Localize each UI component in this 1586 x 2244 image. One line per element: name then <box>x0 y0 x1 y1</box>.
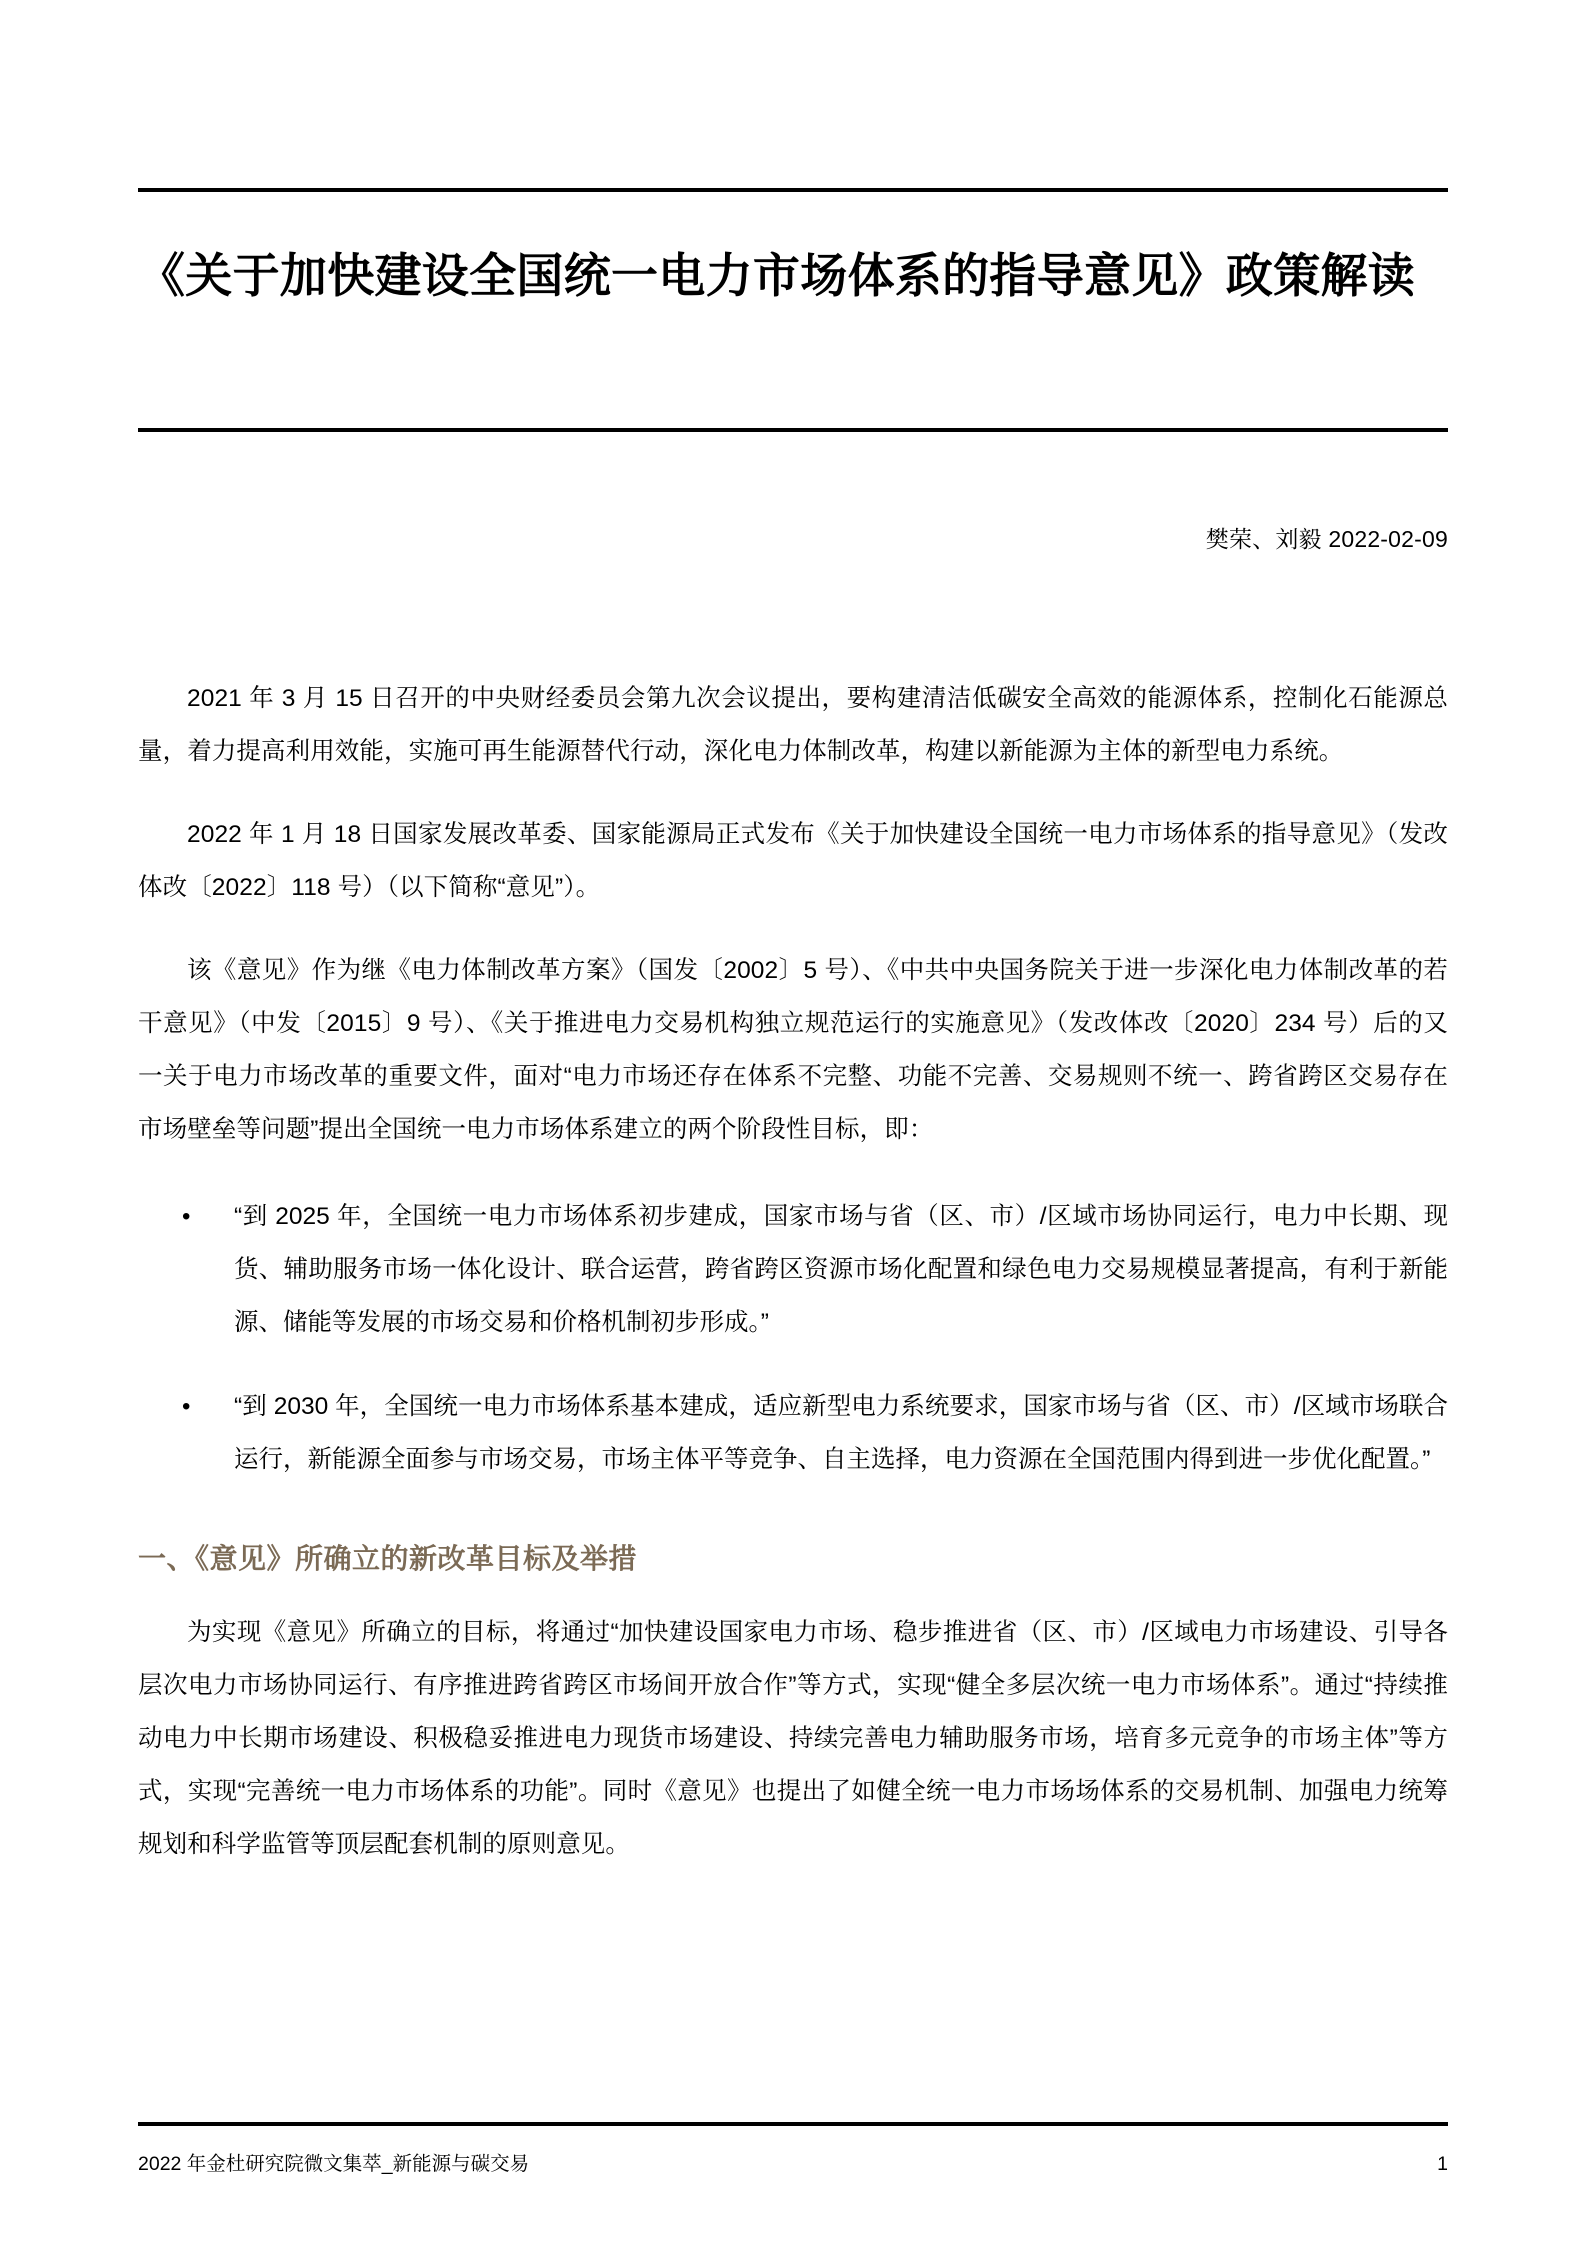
paragraph-intro-1: 2021 年 3 月 15 日召开的中央财经委员会第九次会议提出，要构建清洁低碳安全高效的能源体系，控制化石能源总量，着力提高利用效能，实施可再生能源替代行动，深化电力体制改革，构建以新能源为主体的新型电力系统。 <box>138 685 1448 765</box>
paragraph-intro-2: 2022 年 1 月 18 日国家发展改革委、国家能源局正式发布《关于加快建设全国统一电力市场体系的指导意见》（发改体改〔2022〕118 号）（以下简称“意见”）。 <box>138 821 1448 901</box>
goal-bullet-list <box>138 1190 1448 1486</box>
bullet-dot-icon: • <box>182 1393 191 1420</box>
paragraph-intro-3: 该《意见》作为继《电力体制改革方案》（国发〔2002〕5 号）、《中共中央国务院关于进一步深化电力体制改革的若干意见》（中发〔2015〕9 号）、《关于推进电力交易机构独立规范运行的实施意见》（发改体改〔2020〕234 号）后的又一关于电力市场改革的重要文件，面对“电力市场还存在体系不完整、功能不完善、交易规则不统一、跨省跨区交易存在市场壁垒等问题”提出全国统一电力市场体系建立的两个阶段性目标，即： <box>138 957 1448 1143</box>
list-item <box>138 1190 1448 1349</box>
list-item-text: “到 2030 年，全国统一电力市场体系基本建成，适应新型电力系统要求，国家市场与省（区、市）/区域市场联合运行，新能源全面参与市场交易，市场主体平等竞争、自主选择，电力资源在全国范围内得到进一步优化配置。” <box>234 1393 1448 1473</box>
section-heading-1: 一、《意见》所确立的新改革目标及举措 <box>138 1543 638 1574</box>
list-item-text: “到 2025 年，全国统一电力市场体系初步建成，国家市场与省（区、市）/区域市场协同运行，电力中长期、现货、辅助服务市场一体化设计、联合运营，跨省跨区资源市场化配置和绿色电力交易规模显著提高，有利于新能源、储能等发展的市场交易和价格机制初步形成。” <box>234 1203 1448 1336</box>
title-divider <box>138 428 1448 432</box>
document-body <box>138 672 1448 1901</box>
header-divider <box>138 188 1448 192</box>
page-footer <box>138 2148 1448 2176</box>
footer-source-text: 2022 年金杜研究院微文集萃_新能源与碳交易 <box>138 2153 530 2175</box>
list-item <box>138 1380 1448 1486</box>
byline: 樊荣、刘毅 2022-02-09 <box>1205 526 1448 552</box>
bullet-dot-icon: • <box>182 1203 191 1230</box>
content-frame <box>138 0 1448 2244</box>
footer-divider <box>138 2122 1448 2126</box>
page-number: 1 <box>1437 2153 1448 2175</box>
paragraph-section-1: 为实现《意见》所确立的目标，将通过“加快建设国家电力市场、稳步推进省（区、市）/区域电力市场建设、引导各层次电力市场协同运行、有序推进跨省跨区市场间开放合作”等方式，实现“健全多层次统一电力市场体系”。通过“持续推动电力中长期市场建设、积极稳妥推进电力现货市场建设、持续完善电力辅助服务市场，培育多元竞争的市场主体”等方式，实现“完善统一电力市场体系的功能”。同时《意见》也提出了如健全统一电力市场场体系的交易机制、加强电力统筹规划和科学监管等顶层配套机制的原则意见。 <box>138 1619 1448 1858</box>
page-title: 《关于加快建设全国统一电力市场体系的指导意见》政策解读 <box>138 249 1416 303</box>
